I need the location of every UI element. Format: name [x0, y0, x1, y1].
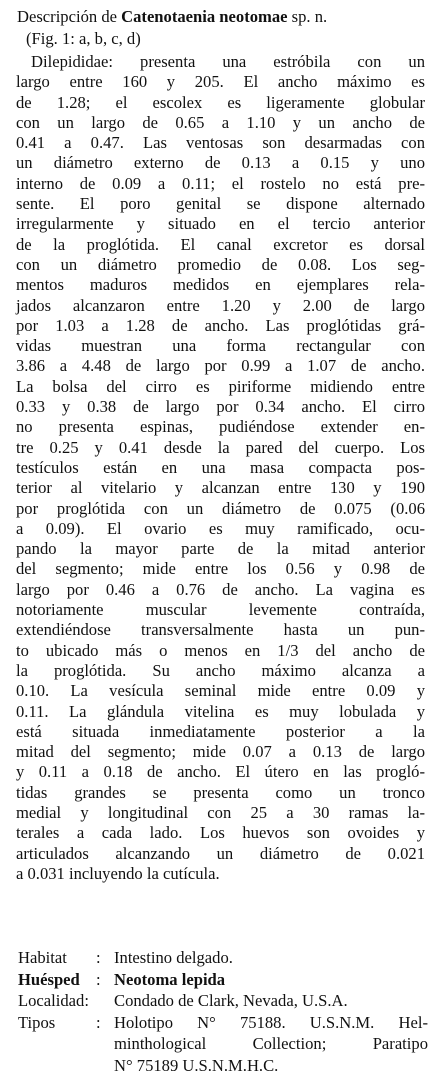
description-line: un diámetro externo de 0.13 a 0.15 y uno	[16, 153, 425, 173]
types-row	[18, 1012, 428, 1077]
description-line: del segmento; mide entre los 0.56 y 0.98 de	[16, 559, 425, 579]
description-line: mentos maduros medidos en ejemplares rela-	[16, 275, 425, 295]
description-line: no presenta espinas, pudiéndose extender en-	[16, 417, 425, 437]
heading-suffix: sp. n.	[287, 7, 328, 26]
locality-row	[18, 990, 428, 1012]
description-line: La bolsa del cirro es piriforme midiendo entre	[16, 376, 425, 396]
habitat-row	[18, 947, 428, 969]
description-line: 0.41 a 0.47. Las ventosas son desarmadas con	[16, 133, 425, 153]
description-line: a 0.031 incluyendo la cutícula.	[16, 863, 220, 883]
types-label: Tipos	[18, 1012, 56, 1032]
types-line: minthological Collection; Paratipo	[114, 1034, 428, 1053]
locality-value: Condado de Clark, Nevada, U.S.A.	[114, 991, 348, 1010]
description-line: y 0.11 a 0.18 de ancho. El útero en las progló-	[16, 762, 425, 782]
description-line: 0.33 y 0.38 de largo por 0.34 ancho. El cirro	[16, 397, 425, 417]
description-line: mitad del segmento; mide 0.07 a 0.13 de largo	[16, 742, 425, 762]
description-line: to ubicado más o menos en 1/3 del ancho de	[16, 640, 425, 660]
description-line: pando la mayor parte de la mitad anterior	[16, 539, 425, 559]
description-line: tre 0.25 y 0.41 desde la pared del cuerpo. Los	[16, 437, 425, 457]
host-colon: :	[96, 969, 101, 989]
description-line: largo entre 160 y 205. El ancho máximo es	[16, 72, 425, 92]
heading-prefix: Descripción de	[17, 7, 122, 26]
habitat-colon: :	[96, 948, 101, 967]
description-line: a 0.09). El ovario es muy ramificado, ocu-	[16, 518, 425, 538]
description-line: testículos están en una masa compacta pos-	[16, 457, 425, 477]
heading-taxon: Catenotaenia neotomae	[121, 7, 288, 26]
types-line: Holotipo N° 75188. U.S.N.M. Hel-	[114, 1012, 428, 1032]
specimen-metadata	[18, 947, 428, 1076]
description-line: por 1.03 a 1.28 de ancho. Las proglótidas grá-	[16, 315, 425, 335]
host-label: Huésped	[18, 969, 80, 989]
types-colon: :	[96, 1012, 101, 1032]
species-heading	[17, 6, 327, 28]
description-line: por proglótida con un diámetro de 0.075 (0.06	[16, 498, 425, 518]
locality-label: Localidad:	[18, 991, 89, 1010]
description-line: de la proglótida. El canal excretor es dorsal	[16, 234, 425, 254]
description-paragraph	[16, 52, 425, 884]
description-line: de 1.28; el escolex es ligeramente globular	[16, 92, 425, 112]
description-line: terales a cada lado. Los huevos son ovoides y	[16, 823, 425, 843]
description-line: irregularmente y situado en el tercio anterior	[16, 214, 425, 234]
description-line: con un largo de 0.65 a 1.10 y un ancho de	[16, 112, 425, 132]
description-line: vidas muestran una forma rectangular con	[16, 336, 425, 356]
description-line: jados alcanzaron entre 1.20 y 2.00 de largo	[16, 295, 425, 315]
description-line: notoriamente muscular levemente contraída,	[16, 600, 425, 620]
description-line: está situada inmediatamente posterior a la	[16, 721, 425, 741]
figure-reference: (Fig. 1: a, b, c, d)	[26, 29, 141, 48]
description-line: medial y longitudinal con 25 a 30 ramas la-	[16, 802, 425, 822]
description-line: tidas grandes se presenta como un tronco	[16, 782, 425, 802]
description-line: Dilepididae: presenta una estróbila con un	[31, 52, 425, 71]
habitat-value: Intestino delgado.	[114, 948, 233, 967]
description-line: sente. El poro genital se dispone alternado	[16, 194, 425, 214]
description-line: la proglótida. Su ancho máximo alcanza a	[16, 660, 425, 680]
host-value: Neotoma lepida	[114, 969, 226, 989]
description-line: 0.11. La glándula vitelina es muy lobulada y	[16, 701, 425, 721]
description-line: con un diámetro promedio de 0.08. Los seg-	[16, 254, 425, 274]
types-value	[114, 1012, 428, 1077]
habitat-label: Habitat	[18, 948, 67, 967]
description-line: 0.10. La vesícula seminal mide entre 0.09 y	[16, 681, 425, 701]
description-line: extendiéndose transversalmente hasta un pun-	[16, 620, 425, 640]
host-row	[18, 969, 428, 991]
description-line: terior al vitelario y alcanzan entre 130 y 190	[16, 478, 425, 498]
description-line: articulados alcanzando un diámetro de 0.021	[16, 843, 425, 863]
description-line: 3.86 a 4.48 de largo por 0.99 a 1.07 de ancho.	[16, 356, 425, 376]
types-line: N° 75189 U.S.N.M.H.C.	[114, 1055, 279, 1075]
description-line: interno de 0.09 a 0.11; el rostelo no está pre-	[16, 173, 425, 193]
description-line: largo por 0.46 a 0.76 de ancho. La vagina es	[16, 579, 425, 599]
